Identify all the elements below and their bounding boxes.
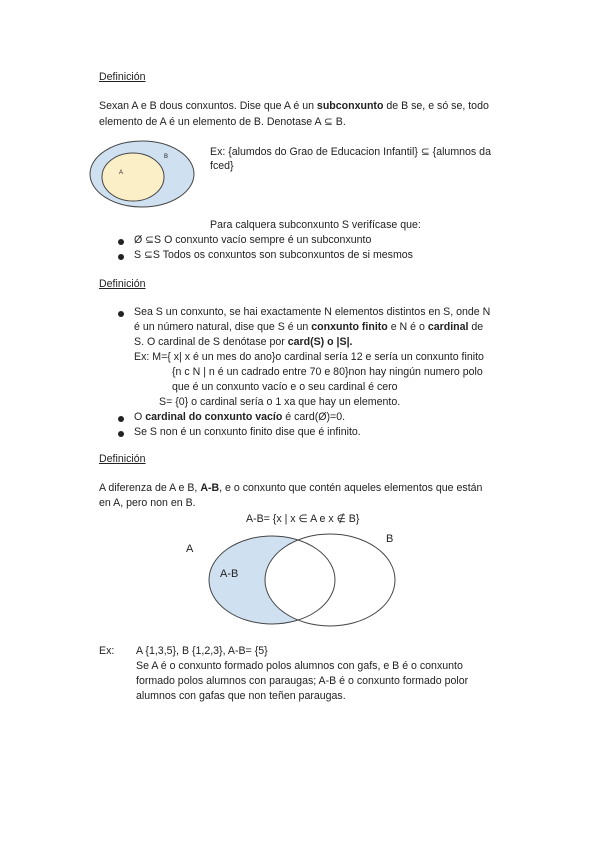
section2-bullet1-line2: é un número natural, dise que S é un conxunto finito e N é o cardinal de bbox=[134, 321, 484, 333]
set-a-minus-b-fill bbox=[209, 536, 335, 624]
section2-heading: Definición bbox=[99, 278, 146, 290]
section1-bullet1: Ø ⊆S O conxunto vacío sempre é un subconxunto bbox=[134, 234, 372, 246]
venn-inner-set-a bbox=[102, 153, 164, 201]
difference-venn-diagram bbox=[180, 525, 425, 630]
section2-example-line1: Ex: M={ x| x é un mes do ano}o cardinal sería 12 e sería un conxunto finito bbox=[134, 351, 484, 363]
term-a-minus-b: A-B bbox=[200, 482, 220, 494]
section3-example-line4: alumnos con gafas que non teñen paraugas. bbox=[136, 690, 346, 702]
section2-example-line3: que é un conxunto vacío e o seu cardinal é cero bbox=[172, 381, 398, 393]
section3-paragraph-line1: A diferenza de A e B, A-B, e o conxunto que contén aqueles elementos que están bbox=[99, 482, 483, 494]
section2-example-line2: {n c N | n é un cadrado entre 70 e 80}non hay ningún numero polo bbox=[172, 366, 483, 378]
section2-bullet2: O cardinal do conxunto vacío é card(Ø)=0. bbox=[134, 411, 346, 423]
bullet-icon bbox=[118, 254, 124, 260]
term-cardinal-vacio: cardinal do conxunto vacío bbox=[145, 411, 283, 423]
section1-example-line1: Ex: {alumdos do Grao de Educacion Infantil} ⊆ {alumnos da bbox=[210, 146, 491, 158]
section3-example-line2: Se A é o conxunto formado polos alumnos con gafs, e B é o conxunto bbox=[136, 660, 463, 672]
term-conxunto-finito: conxunto finito bbox=[311, 321, 388, 333]
section1-para-calquera: Para calquera subconxunto S verifícase que: bbox=[210, 219, 421, 231]
term-subconxunto: subconxunto bbox=[316, 100, 384, 112]
section3-heading: Definición bbox=[99, 453, 146, 465]
bullet-icon bbox=[118, 416, 124, 422]
bullet-icon bbox=[118, 311, 124, 317]
section2-example-line4: S= {0} o cardinal sería o 1 xa que hay un elemento. bbox=[159, 396, 401, 408]
section2-bullet3: Se S non é un conxunto finito dise que é infinito. bbox=[134, 426, 361, 438]
term-card-notation: card(S) o |S|. bbox=[287, 336, 353, 348]
section3-example-sets: A {1,3,5}, B {1,2,3}, A-B= {5} bbox=[136, 645, 268, 657]
diagram-label-b: B bbox=[386, 533, 394, 545]
diagram-label-a: A bbox=[186, 543, 194, 555]
difference-formula: A-B= {x | x ∈ A e x ∉ B} bbox=[246, 513, 360, 525]
section3-example-line3: formado polos alumnos con paraugas; A-B é o conxunto formado polor bbox=[136, 675, 469, 687]
diagram-label-a-minus-b: A-B bbox=[220, 568, 239, 580]
section2-bullet1-line1: Sea S un conxunto, se hai exactamente N elementos distintos en S, onde N bbox=[134, 306, 491, 318]
section1-paragraph-line2: elemento de A é un elemento de B. Denotase A ⊆ B. bbox=[99, 116, 346, 128]
set-b-outline bbox=[265, 534, 395, 626]
venn-label-a: A bbox=[119, 170, 124, 176]
section1-heading: Definición bbox=[99, 71, 146, 83]
subset-venn-diagram bbox=[86, 138, 198, 210]
bullet-icon bbox=[118, 431, 124, 437]
term-cardinal: cardinal bbox=[427, 321, 469, 333]
bullet-icon bbox=[118, 239, 124, 245]
section3-paragraph-line2: en A, pero non en B. bbox=[99, 497, 196, 509]
section1-bullet2: S ⊆S Todos os conxuntos son subconxuntos de si mesmos bbox=[134, 249, 413, 261]
section3-example-label: Ex: bbox=[99, 645, 115, 657]
section1-example-line2: fced} bbox=[210, 160, 234, 172]
venn-label-b: B bbox=[164, 154, 169, 160]
section2-bullet1-line3: S. O cardinal de S denótase por card(S) o |S|. bbox=[134, 336, 353, 348]
section1-paragraph-line1: Sexan A e B dous conxuntos. Dise que A é un subconxunto de B se, e só se, todo bbox=[99, 100, 489, 112]
